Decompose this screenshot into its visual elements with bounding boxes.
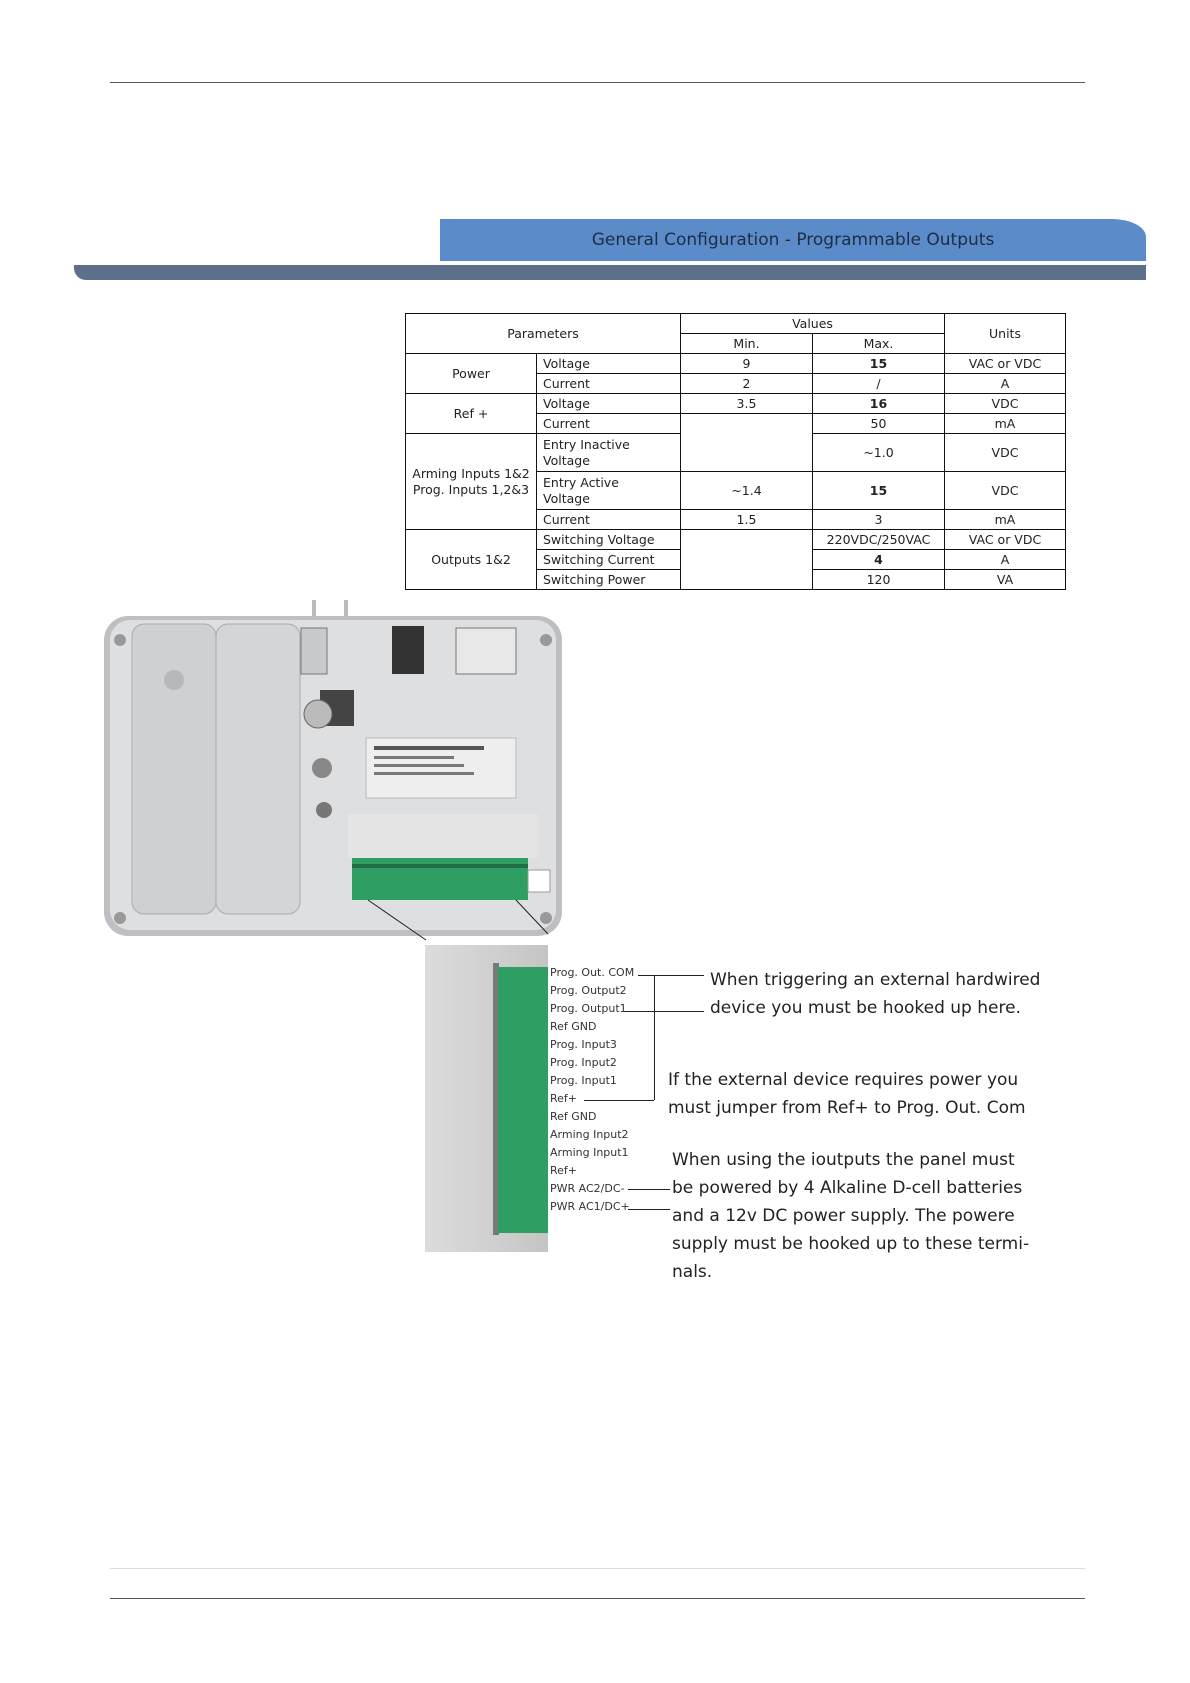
header-bar [74,265,1146,280]
min-value: 2 [681,374,813,394]
units-header: Units [945,314,1066,354]
connector-line [584,1100,654,1101]
units-value: mA [945,510,1066,530]
min-value: 9 [681,354,813,374]
connector-line [638,975,704,976]
footer-rule [110,1598,1085,1599]
note-line: When triggering an external hardwired [710,970,1041,990]
param-name: Voltage [537,354,681,374]
terminal-label: Ref+ [550,1092,578,1105]
min-value: 1.5 [681,510,813,530]
note-line: nals. [672,1262,713,1282]
units-value: VAC or VDC [945,530,1066,550]
param-name-line1: Entry Active [543,474,619,490]
max-value: 16 [813,394,945,414]
min-value [681,414,813,472]
units-value: VDC [945,434,1066,472]
max-value: 3 [813,510,945,530]
note-power [672,1146,1029,1286]
connector-line [624,1011,704,1012]
parameters-header: Parameters [406,314,681,354]
note-line: When using the ioutputs the panel must [672,1150,1015,1170]
units-value: VDC [945,394,1066,414]
note-line: supply must be hooked up to these termi- [672,1234,1030,1254]
arming-group-line2: Prog. Inputs 1,2&3 [412,481,530,497]
note-line: If the external device requires power you [668,1070,1019,1090]
section-title: General Configuration - Programmable Outputs [440,219,1146,261]
terminal-label: PWR AC2/DC- [550,1182,625,1195]
param-name: Voltage [537,394,681,414]
param-name [537,472,681,510]
values-header: Values [681,314,945,334]
note-jumper [668,1066,1026,1122]
min-value: 3.5 [681,394,813,414]
param-name-line2: Voltage [543,490,590,506]
terminal-label: Ref+ [550,1164,578,1177]
terminal-label: Arming Input1 [550,1146,629,1159]
terminal-label: Prog. Input3 [550,1038,617,1051]
units-value: VAC or VDC [945,354,1066,374]
terminal-label: Ref GND [550,1110,597,1123]
terminal-label: PWR AC1/DC+ [550,1200,630,1213]
param-name [537,434,681,472]
terminal-label: Prog. Out. COM [550,966,635,979]
max-value: 220VDC/250VAC [813,530,945,550]
connector-line [654,975,655,1100]
max-value: 15 [813,472,945,510]
max-value: 15 [813,354,945,374]
max-value: 120 [813,570,945,590]
specs-table [405,313,1066,590]
max-value: ~1.0 [813,434,945,472]
terminal-block [498,967,548,1233]
connector-line [628,1209,670,1210]
note-line: be powered by 4 Alkaline D-cell batteries [672,1178,1023,1198]
outputs-group: Outputs 1&2 [406,530,537,590]
note-line: and a 12v DC power supply. The powere [672,1206,1015,1226]
terminal-label: Prog. Input1 [550,1074,617,1087]
terminal-label: Prog. Input2 [550,1056,617,1069]
param-name: Current [537,510,681,530]
param-name: Current [537,414,681,434]
param-name: Switching Power [537,570,681,590]
arming-group [406,434,537,530]
param-name: Switching Current [537,550,681,570]
arming-group-line1: Arming Inputs 1&2 [412,465,530,481]
footer-rule-light [110,1568,1085,1569]
note-line: device you must be hooked up here. [710,998,1021,1018]
control-panel-photo [96,600,566,944]
terminal-label: Ref GND [550,1020,597,1033]
terminal-label: Prog. Output2 [550,984,627,997]
param-name-line1: Entry Inactive [543,436,630,452]
terminal-label: Arming Input2 [550,1128,629,1141]
note-line: must jumper from Ref+ to Prog. Out. Com [668,1098,1026,1118]
param-name-line2: Voltage [543,452,590,468]
terminal-label: Prog. Output1 [550,1002,627,1015]
param-name: Current [537,374,681,394]
ref-group: Ref + [406,394,537,434]
units-value: A [945,374,1066,394]
min-value: ~1.4 [681,472,813,510]
units-value: A [945,550,1066,570]
note-triggering [710,966,1040,1022]
max-value: 4 [813,550,945,570]
terminal-zoom-photo [425,945,548,1252]
power-group: Power [406,354,537,394]
max-value: 50 [813,414,945,434]
min-value [681,530,813,590]
units-value: mA [945,414,1066,434]
max-header: Max. [813,334,945,354]
connector-line [628,1189,670,1190]
min-header: Min. [681,334,813,354]
top-rule [110,82,1085,83]
param-name: Switching Voltage [537,530,681,550]
max-value: / [813,374,945,394]
units-value: VA [945,570,1066,590]
units-value: VDC [945,472,1066,510]
